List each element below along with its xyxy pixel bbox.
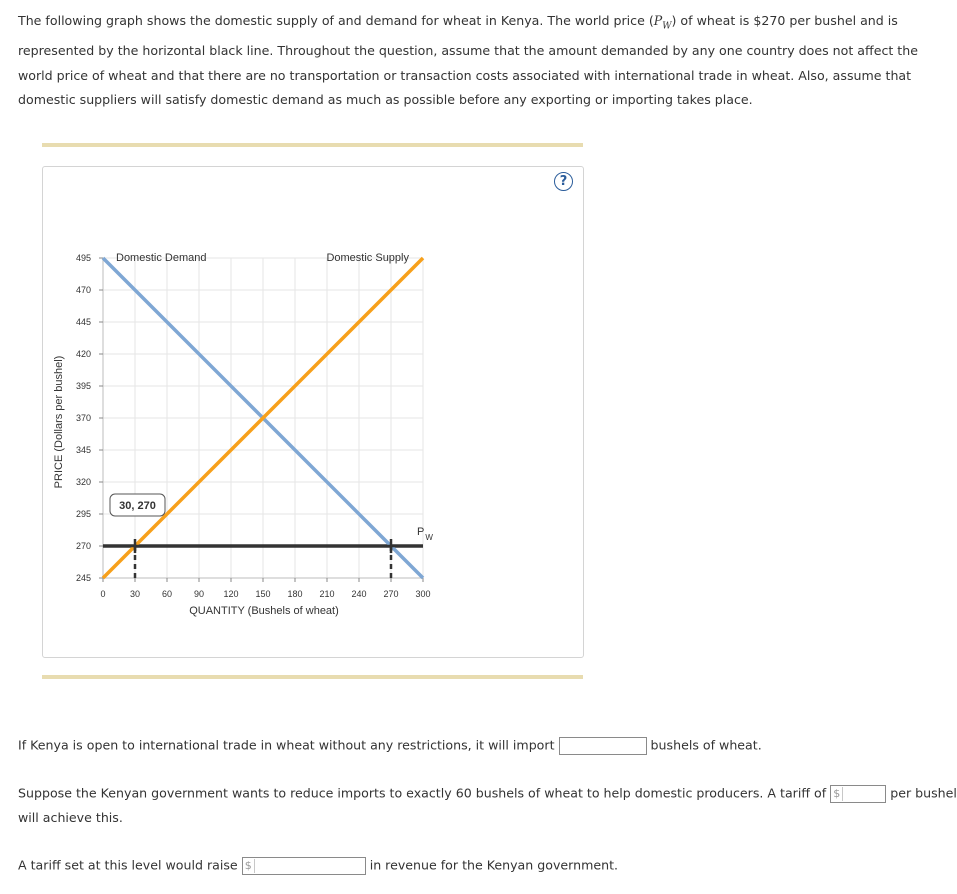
y-axis-label: PRICE (Dollars per bushel): [53, 355, 65, 489]
y-tick-label: 420: [75, 349, 91, 359]
demand-label: Domestic Demand: [116, 252, 207, 264]
y-tick-label: 470: [75, 285, 91, 295]
world-price-label: $P_W$: [417, 526, 433, 542]
tariff-question-suffix: per bushel: [890, 785, 957, 801]
y-tick-label: 270: [75, 541, 91, 551]
x-tick-label: 210: [319, 589, 335, 599]
x-tick-label: 120: [223, 589, 239, 599]
x-tick-label: 150: [255, 589, 271, 599]
x-tick-label: 240: [351, 589, 367, 599]
revenue-question-text: A tariff set at this level would raise: [18, 857, 238, 873]
import-question: [18, 737, 762, 755]
revenue-input[interactable]: [242, 857, 366, 875]
tariff-input[interactable]: [830, 785, 886, 803]
intro-text-1: The following graph shows the domestic supply of and demand for wheat in Kenya. The world price (: [18, 13, 654, 28]
intro-text-2: ) of wheat is $270 per bushel and is represented by the horizontal black line. Throughout the question, assume that the amount demanded by any one country does not affect the world price of wheat and that there are no transportation or transaction costs associated with international trade in wheat. Also, assume that domestic suppliers will satisfy domestic demand as much as possible before any exporting or importing takes place.: [18, 13, 918, 108]
supply-label: Domestic Supply: [326, 252, 409, 264]
x-tick-label: 30: [129, 589, 141, 599]
y-tick-label: 445: [75, 317, 91, 327]
revenue-question-suffix: in revenue for the Kenyan government.: [369, 857, 619, 873]
dollar-sign: $: [245, 859, 255, 873]
tariff-question-line2: will achieve this.: [18, 810, 123, 825]
world-price-symbol: $P_W$: [653, 13, 672, 32]
revenue-question: [18, 857, 618, 875]
x-tick-label: 300: [415, 589, 431, 599]
x-tick-label: 60: [161, 589, 173, 599]
y-tick-label: 320: [75, 477, 91, 487]
import-question-suffix: bushels of wheat.: [650, 737, 762, 753]
y-tick-label: 395: [75, 381, 91, 391]
x-axis-label: QUANTITY (Bushels of wheat): [189, 605, 339, 617]
y-tick-label: 495: [75, 253, 91, 263]
point-label: 30, 270: [119, 500, 156, 512]
y-tick-label: 370: [75, 413, 91, 423]
dollar-sign: $: [833, 787, 843, 801]
y-tick-label: 295: [75, 509, 91, 519]
tariff-question-text: Suppose the Kenyan government wants to reduce imports to exactly 60 bushels of wheat to help domestic producers. A tariff of: [18, 785, 827, 801]
x-tick-label: 270: [383, 589, 399, 599]
x-tick-label: 180: [287, 589, 303, 599]
y-tick-label: 345: [75, 445, 91, 455]
help-icon[interactable]: ?: [554, 172, 573, 191]
x-tick-label: 90: [193, 589, 205, 599]
tariff-question: [18, 785, 957, 803]
x-tick-label: 0: [100, 589, 106, 599]
imports-input[interactable]: [559, 737, 647, 755]
import-question-text: If Kenya is open to international trade in wheat without any restrictions, it will import: [18, 737, 555, 753]
y-tick-label: 245: [75, 573, 91, 583]
bottom-divider: [42, 675, 583, 679]
